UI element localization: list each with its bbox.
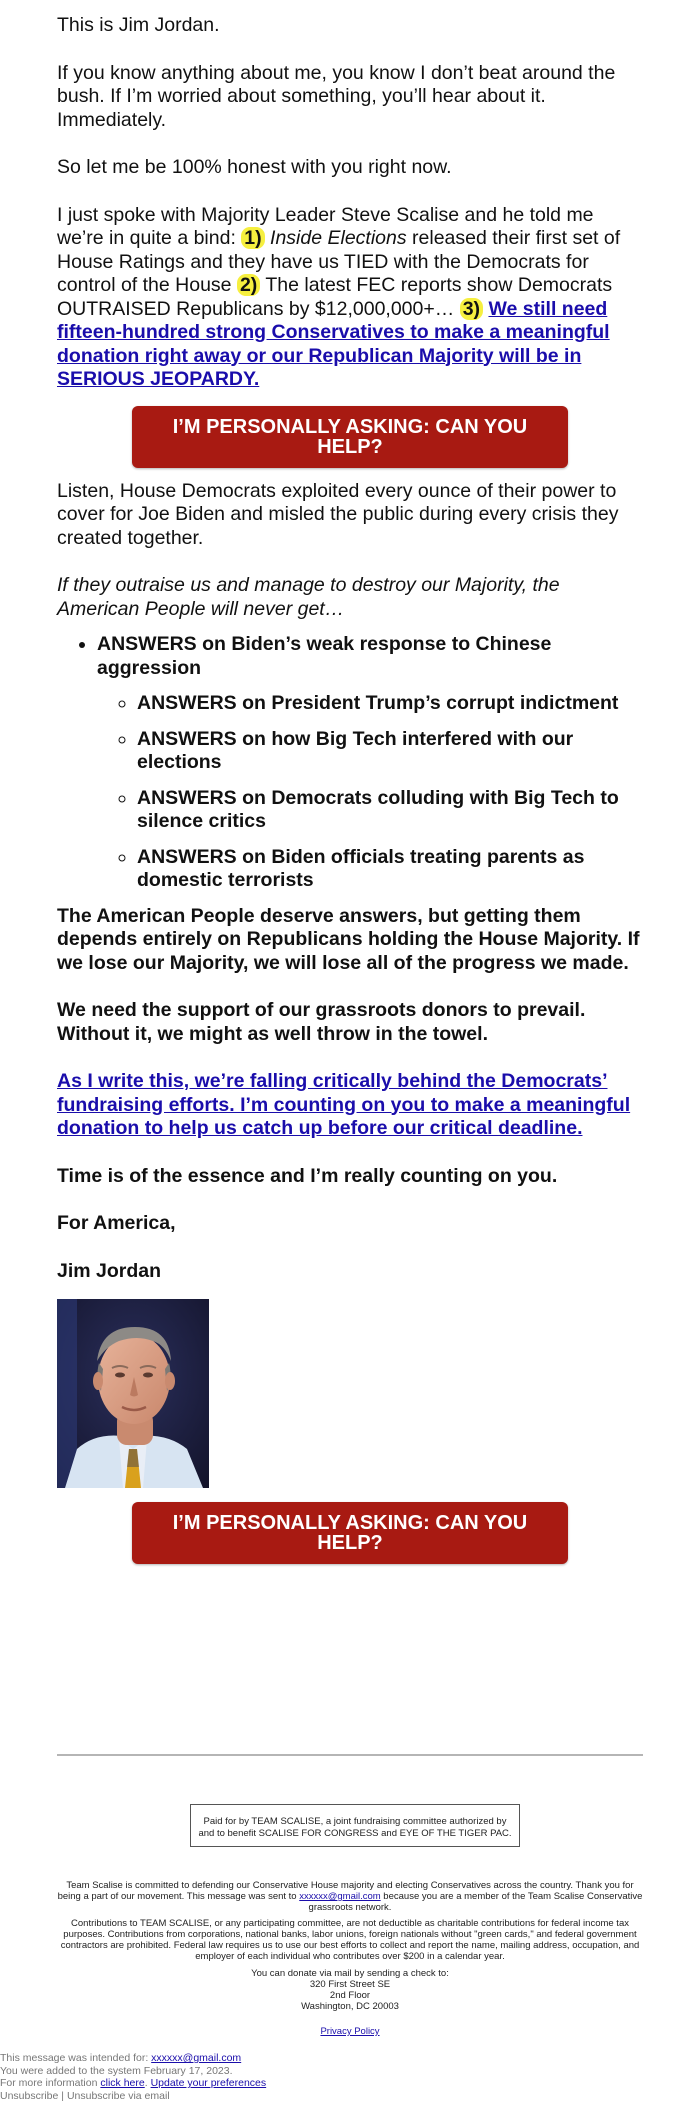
bottom-system-notice	[0, 2052, 266, 2102]
inside-elections-text: Inside Elections	[270, 227, 407, 249]
footer-divider	[57, 1754, 643, 1756]
highlight-number-1: 1)	[241, 227, 264, 249]
list-item: ◦ ANSWERS on how Big Tech interfered with our elections	[137, 728, 643, 775]
address-line-2: 2nd Floor	[329, 1990, 371, 2001]
more-sep: .	[144, 2077, 151, 2089]
unsubscribe-sep: |	[58, 2089, 67, 2102]
commitment-text	[57, 1880, 643, 1913]
greeting: This is Jim Jordan.	[57, 14, 220, 36]
list-item	[97, 633, 643, 893]
signoff: For America,	[57, 1212, 176, 1234]
signature: Jim Jordan	[57, 1259, 162, 1282]
portrait-image	[57, 1299, 209, 1488]
more-info-line	[0, 2077, 266, 2090]
more-label: For more information	[0, 2077, 101, 2089]
cta-button-bottom[interactable]: I’M PERSONALLY ASKING: CAN YOU HELP?	[132, 1502, 568, 1564]
paragraph-honest: So let me be 100% honest with you right now.	[57, 156, 452, 178]
intended-label: This message was intended for:	[0, 2052, 152, 2064]
mail-intro: You can donate via mail by sending a check to:	[251, 1968, 449, 1979]
outraise-text: If they outraise us and manage to destroy our Majority, the American People will never get…	[57, 574, 560, 620]
unsubscribe-link[interactable]: Unsubscribe	[0, 2089, 59, 2102]
cta-button-top[interactable]: I’M PERSONALLY ASKING: CAN YOU HELP?	[132, 406, 568, 468]
donation-link-critical[interactable]: As I write this, we’re falling critically behind the Democrats’ fundraising efforts. I’m counting on you to make a meaningful donation to help us catch up before our critical deadline.	[57, 1070, 631, 1139]
click-here-link[interactable]: click here	[100, 2077, 145, 2089]
paragraph-deserve: The American People deserve answers, but getting them depends entirely on Republicans holding the House Majority. If we lose our Majority, we will lose all of the progress we made.	[57, 904, 640, 974]
update-preferences-link[interactable]: Update your preferences	[150, 2077, 267, 2089]
privacy-container	[57, 2026, 643, 2037]
paragraph-essence: Time is of the essence and I’m really counting on you.	[57, 1164, 558, 1187]
bind-text-c: The latest FEC reports show Democrats OUTRAISED Republicans by $12,000,000+…	[57, 274, 613, 320]
unsubscribe-line	[0, 2090, 266, 2103]
jim-jordan-photo	[57, 1299, 209, 1488]
bind-text-b: released their first set of House Ratings and they have us TIED with the Democrats for control of the House	[57, 227, 621, 296]
list-item: ◦ ANSWERS on Democrats colluding with Big Tech to silence critics	[137, 787, 643, 834]
paragraph-bind	[57, 204, 643, 392]
added-line: You were added to the system February 17, 2023.	[0, 2064, 233, 2077]
commit-text-a: Team Scalise is committed to defending our Conservative House majority and electing Conservatives across the country. Thank you for being a part of our movement. This message was sent to	[57, 1880, 634, 1902]
highlight-number-2: 2)	[237, 274, 260, 296]
paragraph-listen: Listen, House Democrats exploited every ounce of their power to cover for Joe Biden and misled the public during every crisis they created together.	[57, 479, 619, 549]
paragraph-outraise	[57, 574, 643, 621]
email-body	[57, 14, 643, 1576]
bind-text-a: I just spoke with Majority Leader Steve Scalise and he told me we’re in quite a bind:	[57, 203, 594, 249]
address-line-1: 320 First Street SE	[309, 1979, 391, 1990]
contributions-text: Contributions to TEAM SCALISE, or any participating committee, are not deductible as charitable contributions for federal income tax purposes. Contributions from corporations, national banks, labor unions, foreign nationals without "green cards," and federal government contractors are prohibited. Federal law requires us to use our best efforts to collect and report the name, mailing address, occupation, and employer of each individual who contributes over $200 in a calendar year.	[60, 1918, 640, 1962]
intended-email-link[interactable]: xxxxxx@gmail.com	[151, 2052, 242, 2064]
address-line-3: Washington, DC 20003	[301, 2001, 399, 2012]
list-item: ◦ ANSWERS on President Trump’s corrupt indictment	[137, 692, 643, 716]
recipient-email-link[interactable]: xxxxxx@gmail.com	[299, 1891, 381, 1902]
cta-container-top	[57, 406, 643, 468]
paid-for-disclaimer: Paid for by TEAM SCALISE, a joint fundraising committee authorized by and to benefit SCALISE FOR CONGRESS and EYE OF THE TIGER PAC.	[190, 1804, 520, 1847]
answers-list	[57, 633, 643, 893]
mail-address-block	[57, 1968, 643, 2012]
paragraph-critical	[57, 1070, 643, 1141]
list-item: ◦ ANSWERS on Biden officials treating parents as domestic terrorists	[137, 846, 643, 893]
unsubscribe-email-link[interactable]: Unsubscribe via email	[66, 2089, 170, 2102]
privacy-policy-link[interactable]: Privacy Policy	[320, 2026, 380, 2037]
paragraph-support: We need the support of our grassroots donors to prevail. Without it, we might as well throw in the towel.	[57, 999, 586, 1045]
answers-china-text: ANSWERS on Biden’s weak response to Chinese aggression	[97, 633, 552, 679]
cta-container-bottom	[57, 1502, 643, 1564]
highlight-number-3: 3)	[460, 298, 483, 320]
commit-text-b: because you are a member of the Team Scalise Conservative grassroots network.	[308, 1891, 643, 1913]
intended-line	[0, 2052, 266, 2065]
paragraph-intro: If you know anything about me, you know I don’t beat around the bush. If I’m worried about something, you’ll hear about it. Immediately.	[57, 61, 616, 131]
donation-link-jeopardy[interactable]: We still need fifteen-hundred strong Conservatives to make a meaningful donation right away or our Republican Majority will be in SERIOUS JEOPARDY.	[57, 297, 610, 390]
answers-sublist	[97, 692, 643, 893]
